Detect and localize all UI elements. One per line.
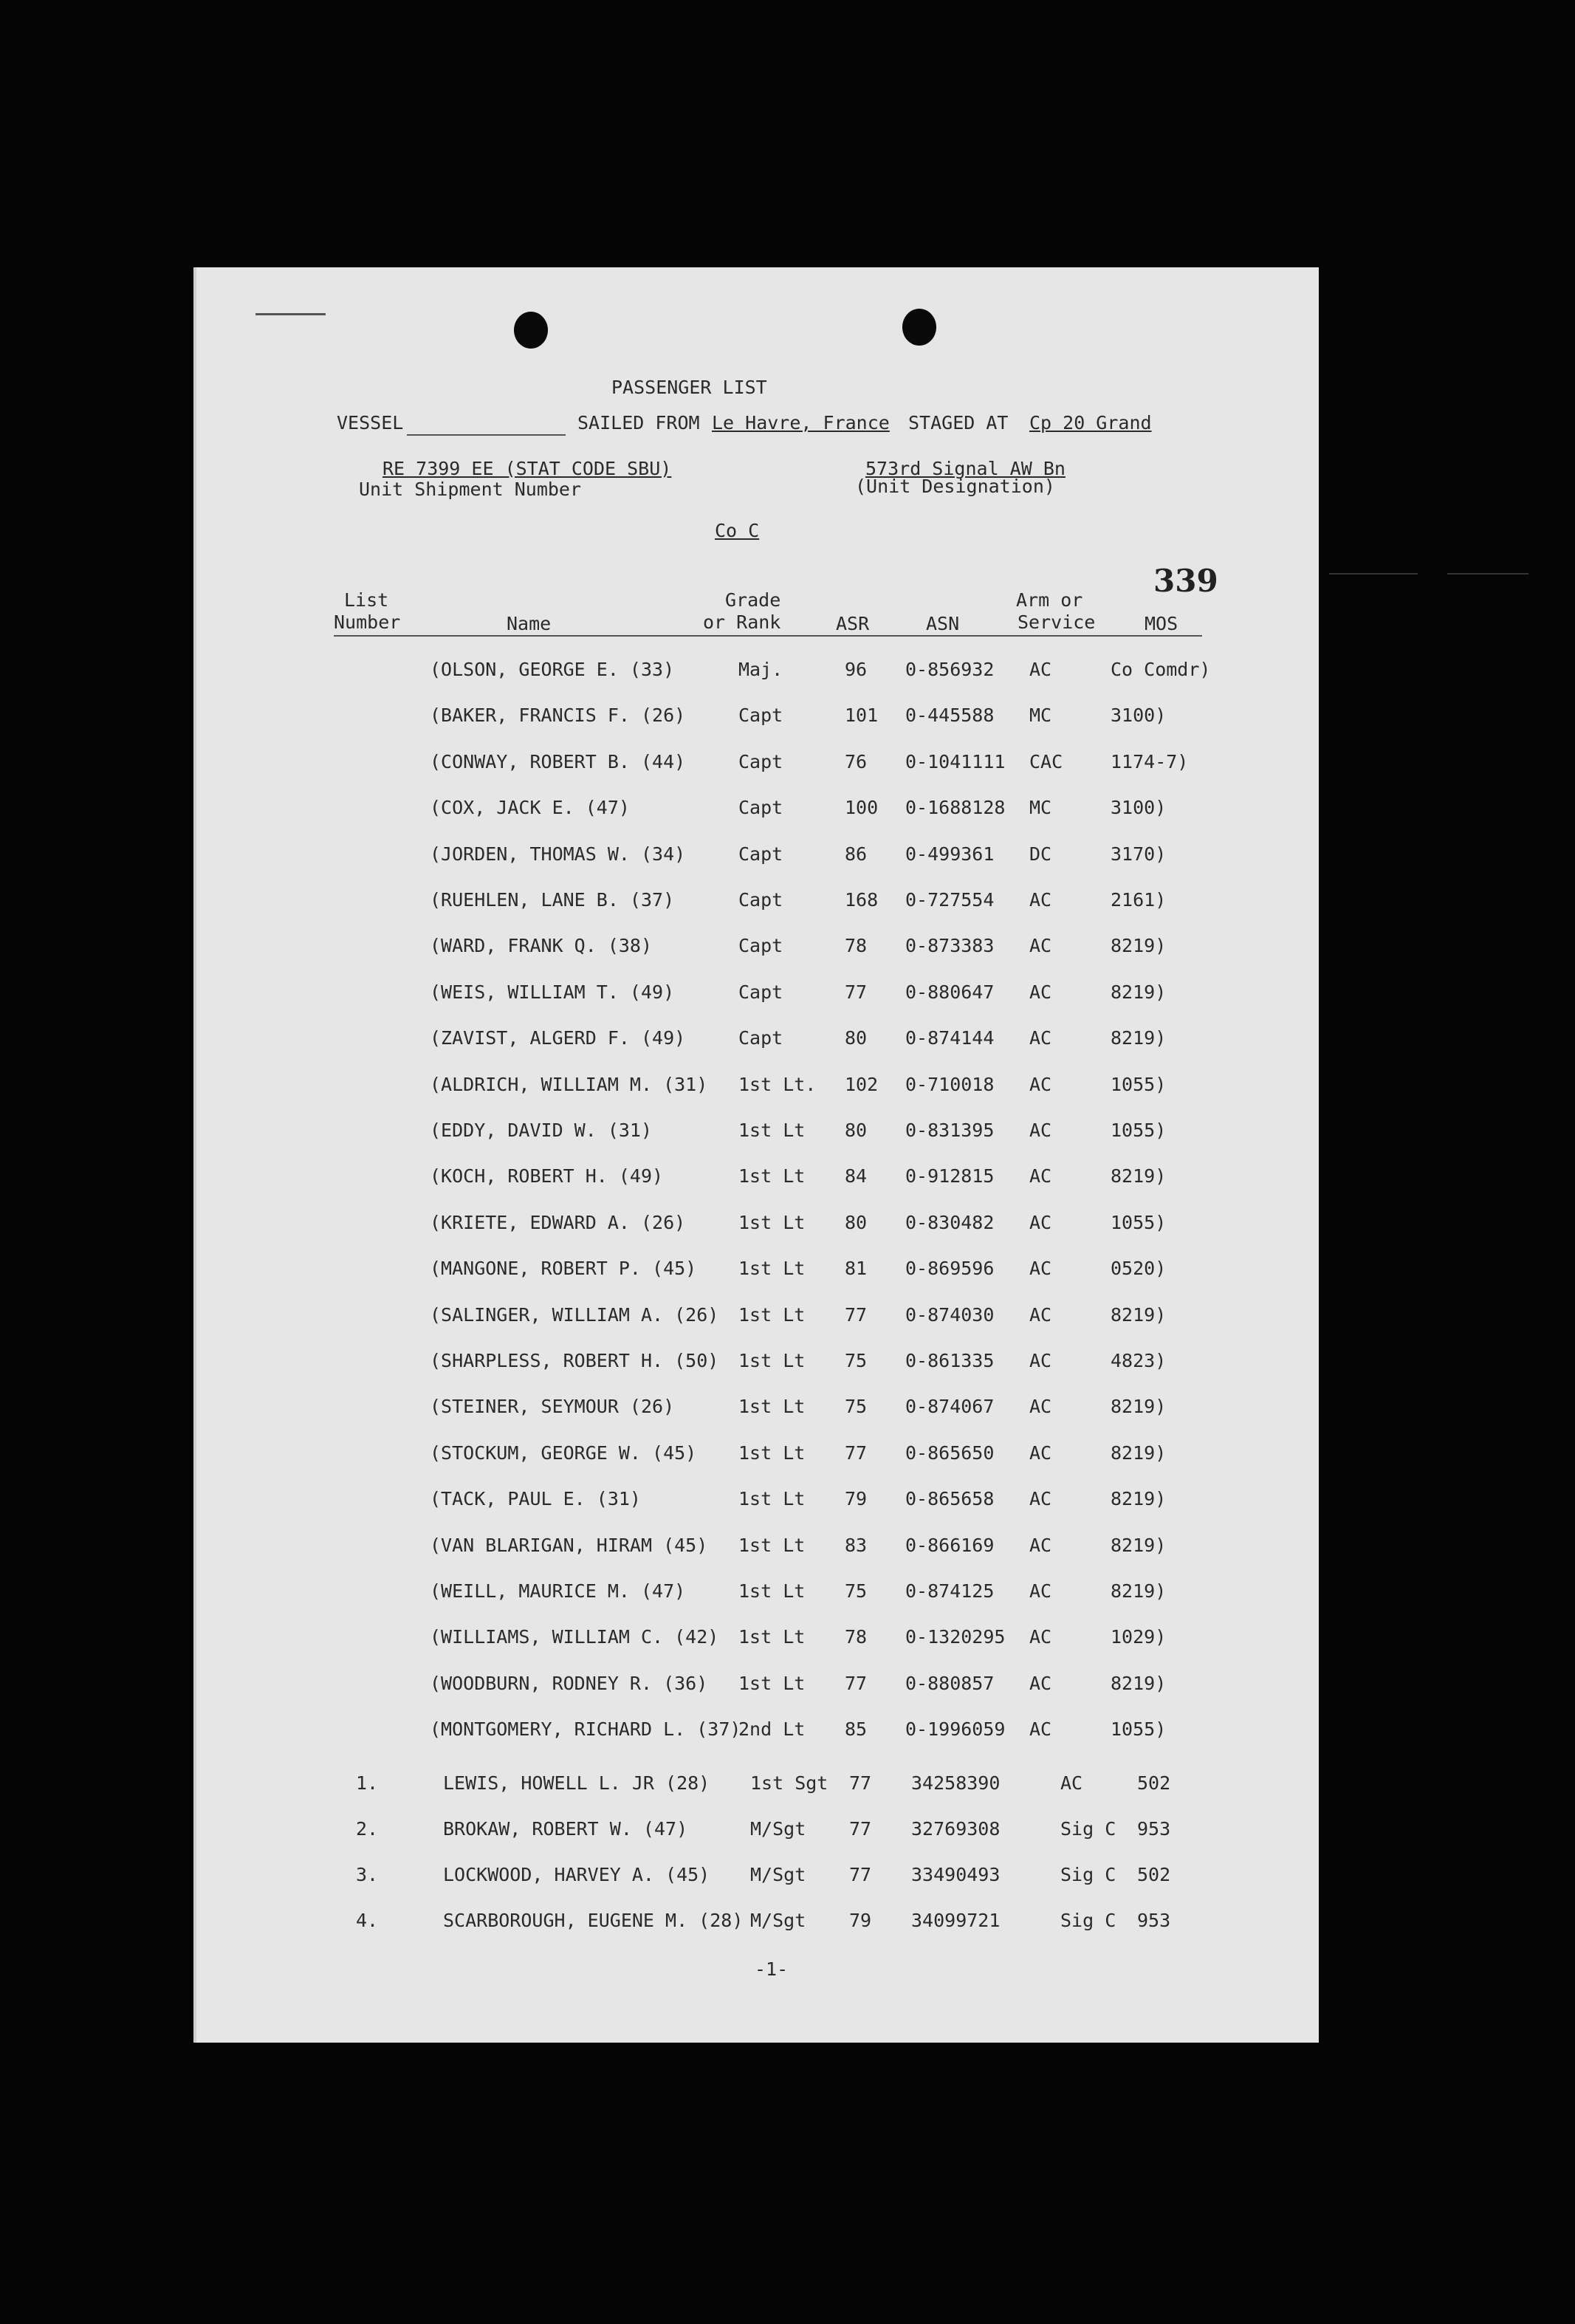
officer-mos: 1055) bbox=[1111, 1120, 1167, 1141]
enlisted-rank: M/Sgt bbox=[750, 1818, 806, 1840]
officer-asr: 78 bbox=[845, 1626, 868, 1648]
enlisted-row bbox=[196, 1818, 1319, 1848]
officer-mos: Co Comdr) bbox=[1111, 659, 1211, 680]
officer-mos: 3170) bbox=[1111, 843, 1167, 865]
officer-name: (WARD, FRANK Q. (38) bbox=[430, 935, 653, 957]
enlisted-number: 4. bbox=[356, 1910, 379, 1931]
officer-row bbox=[196, 659, 1319, 688]
officer-arm: AC bbox=[1029, 1580, 1052, 1602]
officer-mos: 1055) bbox=[1111, 1211, 1167, 1233]
officer-name: (WEILL, MAURICE M. (47) bbox=[430, 1580, 686, 1602]
col-arm-bottom: Service bbox=[1018, 611, 1096, 633]
officer-arm: AC bbox=[1029, 889, 1052, 911]
enlisted-asn: 34258390 bbox=[911, 1772, 1001, 1794]
sailed-from-value: Le Havre, France bbox=[712, 412, 890, 433]
col-list-bottom: Number bbox=[334, 611, 401, 633]
officer-rank: 1st Lt bbox=[738, 1534, 806, 1556]
officer-asn: 0-865658 bbox=[905, 1488, 995, 1510]
officer-row bbox=[196, 1442, 1319, 1472]
officer-asr: 77 bbox=[845, 1442, 868, 1464]
officer-arm: MC bbox=[1029, 705, 1052, 727]
officer-rank: 1st Lt bbox=[738, 1303, 806, 1326]
officer-row bbox=[196, 1488, 1319, 1518]
officer-asn: 0-1996059 bbox=[905, 1718, 1006, 1741]
officer-arm: AC bbox=[1029, 1165, 1052, 1187]
officer-row bbox=[196, 1258, 1319, 1287]
officer-arm: AC bbox=[1029, 1303, 1052, 1326]
officer-asr: 79 bbox=[845, 1488, 868, 1510]
officer-arm: AC bbox=[1029, 1350, 1052, 1371]
officer-rank: Capt bbox=[738, 797, 783, 819]
col-grade-bottom: or Rank bbox=[703, 611, 781, 633]
officer-mos: 0520) bbox=[1111, 1258, 1167, 1280]
officer-asn: 0-1041111 bbox=[905, 750, 1006, 772]
enlisted-asr: 79 bbox=[849, 1910, 872, 1931]
enlisted-arm: Sig C bbox=[1060, 1864, 1116, 1885]
officer-asn: 0-865650 bbox=[905, 1442, 995, 1464]
officer-asn: 0-1320295 bbox=[905, 1626, 1006, 1648]
enlisted-arm: Sig C bbox=[1060, 1910, 1116, 1931]
officer-asn: 0-499361 bbox=[905, 843, 995, 865]
officer-mos: 4823) bbox=[1111, 1350, 1167, 1371]
officer-rank: 1st Lt bbox=[738, 1580, 806, 1602]
page-number: -1- bbox=[755, 1958, 789, 1980]
officer-name: (ZAVIST, ALGERD F. (49) bbox=[430, 1027, 686, 1049]
header-rule bbox=[334, 635, 1202, 637]
officer-rank: 1st Lt bbox=[738, 1396, 806, 1418]
officer-arm: AC bbox=[1029, 1258, 1052, 1280]
officer-asr: 75 bbox=[845, 1580, 868, 1602]
officer-name: (SALINGER, WILLIAM A. (26) bbox=[430, 1303, 719, 1326]
officer-mos: 2161) bbox=[1111, 889, 1167, 911]
officer-name: (KOCH, ROBERT H. (49) bbox=[430, 1165, 664, 1187]
enlisted-number: 2. bbox=[356, 1818, 379, 1840]
enlisted-rank: M/Sgt bbox=[750, 1864, 806, 1885]
officer-row bbox=[196, 981, 1319, 1011]
officer-asr: 75 bbox=[845, 1396, 868, 1418]
officer-row bbox=[196, 705, 1319, 734]
vessel-blank bbox=[407, 434, 566, 436]
officer-mos: 8219) bbox=[1111, 1534, 1167, 1556]
officer-asr: 80 bbox=[845, 1120, 868, 1141]
officer-asn: 0-873383 bbox=[905, 935, 995, 957]
officer-rank: Capt bbox=[738, 1027, 783, 1049]
officer-name: (SHARPLESS, ROBERT H. (50) bbox=[430, 1350, 719, 1371]
vessel-label: VESSEL bbox=[337, 412, 404, 433]
officer-asr: 101 bbox=[845, 705, 879, 727]
officer-rank: 2nd Lt bbox=[738, 1718, 806, 1741]
enlisted-row bbox=[196, 1864, 1319, 1893]
officer-name: (MANGONE, ROBERT P. (45) bbox=[430, 1258, 697, 1280]
officer-asn: 0-831395 bbox=[905, 1120, 995, 1141]
officer-asn: 0-880647 bbox=[905, 981, 995, 1003]
officer-row bbox=[196, 889, 1319, 919]
document-page bbox=[193, 267, 1319, 2043]
col-name: Name bbox=[507, 613, 552, 634]
enlisted-mos: 502 bbox=[1137, 1772, 1171, 1794]
company-heading: Co C bbox=[715, 520, 760, 541]
officer-name: (VAN BLARIGAN, HIRAM (45) bbox=[430, 1534, 708, 1556]
officer-name: (CONWAY, ROBERT B. (44) bbox=[430, 750, 686, 772]
officer-row bbox=[196, 1350, 1319, 1379]
officer-name: (MONTGOMERY, RICHARD L. (37) bbox=[430, 1718, 741, 1741]
officer-rank: 1st Lt. bbox=[738, 1073, 817, 1095]
officer-row bbox=[196, 935, 1319, 964]
enlisted-asn: 33490493 bbox=[911, 1864, 1001, 1885]
officer-rank: 1st Lt bbox=[738, 1211, 806, 1233]
enlisted-name: BROKAW, ROBERT W. (47) bbox=[443, 1818, 688, 1840]
officer-mos: 8219) bbox=[1111, 1165, 1167, 1187]
punch-hole bbox=[902, 309, 936, 346]
enlisted-name: LOCKWOOD, HARVEY A. (45) bbox=[443, 1864, 710, 1885]
officer-arm: MC bbox=[1029, 797, 1052, 819]
officer-asr: 77 bbox=[845, 1672, 868, 1694]
officer-row bbox=[196, 1580, 1319, 1610]
enlisted-arm: Sig C bbox=[1060, 1818, 1116, 1840]
officer-arm: AC bbox=[1029, 1534, 1052, 1556]
officer-rank: 1st Lt bbox=[738, 1672, 806, 1694]
officer-row bbox=[196, 1718, 1319, 1748]
officer-name: (KRIETE, EDWARD A. (26) bbox=[430, 1211, 686, 1233]
officer-name: (STOCKUM, GEORGE W. (45) bbox=[430, 1442, 697, 1464]
enlisted-rank: 1st Sgt bbox=[750, 1772, 828, 1794]
officer-rank: 1st Lt bbox=[738, 1120, 806, 1141]
officer-mos: 1174-7) bbox=[1111, 750, 1189, 772]
officer-asn: 0-861335 bbox=[905, 1350, 995, 1371]
officer-asn: 0-874125 bbox=[905, 1580, 995, 1602]
officer-mos: 8219) bbox=[1111, 1303, 1167, 1326]
officer-rank: Capt bbox=[738, 750, 783, 772]
enlisted-name: LEWIS, HOWELL L. JR (28) bbox=[443, 1772, 710, 1794]
officer-asr: 102 bbox=[845, 1073, 879, 1095]
officer-asr: 84 bbox=[845, 1165, 868, 1187]
officer-name: (JORDEN, THOMAS W. (34) bbox=[430, 843, 686, 865]
enlisted-asr: 77 bbox=[849, 1818, 872, 1840]
officer-name: (STEINER, SEYMOUR (26) bbox=[430, 1396, 675, 1418]
sailed-from-label: SAILED FROM bbox=[577, 412, 700, 433]
officer-asr: 96 bbox=[845, 659, 868, 680]
officer-asr: 77 bbox=[845, 1303, 868, 1326]
enlisted-mos: 953 bbox=[1137, 1818, 1171, 1840]
col-asr: ASR bbox=[836, 613, 870, 634]
officer-name: (ALDRICH, WILLIAM M. (31) bbox=[430, 1073, 708, 1095]
officer-row bbox=[196, 1396, 1319, 1425]
officer-asr: 168 bbox=[845, 889, 879, 911]
officer-row bbox=[196, 1304, 1319, 1334]
officer-mos: 8219) bbox=[1111, 1027, 1167, 1049]
officer-name: (RUEHLEN, LANE B. (37) bbox=[430, 889, 675, 911]
enlisted-rank: M/Sgt bbox=[750, 1910, 806, 1931]
officer-arm: AC bbox=[1029, 1488, 1052, 1510]
officer-arm: DC bbox=[1029, 843, 1052, 865]
staged-at-value: Cp 20 Grand bbox=[1029, 412, 1152, 433]
officer-mos: 8219) bbox=[1111, 1580, 1167, 1602]
col-grade-top: Grade bbox=[725, 589, 781, 611]
officer-rank: 1st Lt bbox=[738, 1488, 806, 1510]
officer-row bbox=[196, 1027, 1319, 1057]
officer-row bbox=[196, 1074, 1319, 1103]
officer-rank: 1st Lt bbox=[738, 1258, 806, 1280]
officer-asr: 83 bbox=[845, 1534, 868, 1556]
officer-mos: 8219) bbox=[1111, 981, 1167, 1003]
officer-row bbox=[196, 1535, 1319, 1564]
officer-asr: 77 bbox=[845, 981, 868, 1003]
enlisted-asn: 32769308 bbox=[911, 1818, 1001, 1840]
officer-row bbox=[196, 1626, 1319, 1656]
scan-edge-mark bbox=[1447, 573, 1528, 575]
officer-asn: 0-710018 bbox=[905, 1073, 995, 1095]
officer-rank: 1st Lt bbox=[738, 1626, 806, 1648]
officer-mos: 1055) bbox=[1111, 1718, 1167, 1741]
enlisted-mos: 953 bbox=[1137, 1910, 1171, 1931]
col-list-top: List bbox=[344, 589, 389, 611]
unit-designation-value: 573rd Signal AW Bn bbox=[865, 458, 1066, 479]
officer-arm: AC bbox=[1029, 1120, 1052, 1141]
officer-asn: 0-912815 bbox=[905, 1165, 995, 1187]
enlisted-asn: 34099721 bbox=[911, 1910, 1001, 1931]
officer-row bbox=[196, 1165, 1319, 1195]
punch-hole bbox=[514, 312, 548, 349]
officer-arm: AC bbox=[1029, 1027, 1052, 1049]
officer-asn: 0-1688128 bbox=[905, 797, 1006, 819]
enlisted-number: 1. bbox=[356, 1772, 379, 1794]
officer-row bbox=[196, 751, 1319, 781]
officer-name: (TACK, PAUL E. (31) bbox=[430, 1488, 641, 1510]
officer-arm: CAC bbox=[1029, 750, 1063, 772]
enlisted-name: SCARBOROUGH, EUGENE M. (28) bbox=[443, 1910, 744, 1931]
officer-asr: 81 bbox=[845, 1258, 868, 1280]
officer-arm: AC bbox=[1029, 659, 1052, 680]
officer-asn: 0-830482 bbox=[905, 1211, 995, 1233]
officer-name: (COX, JACK E. (47) bbox=[430, 797, 630, 819]
officer-arm: AC bbox=[1029, 1718, 1052, 1741]
officer-arm: AC bbox=[1029, 1672, 1052, 1694]
officer-row bbox=[196, 843, 1319, 873]
officer-arm: AC bbox=[1029, 1626, 1052, 1648]
officer-arm: AC bbox=[1029, 935, 1052, 957]
officer-asn: 0-880857 bbox=[905, 1672, 995, 1694]
officer-mos: 8219) bbox=[1111, 1672, 1167, 1694]
col-asn: ASN bbox=[926, 613, 960, 634]
officer-mos: 1055) bbox=[1111, 1073, 1167, 1095]
officer-row bbox=[196, 797, 1319, 826]
officer-rank: Maj. bbox=[738, 659, 783, 680]
officer-name: (EDDY, DAVID W. (31) bbox=[430, 1120, 653, 1141]
officer-arm: AC bbox=[1029, 1396, 1052, 1418]
officer-rank: Capt bbox=[738, 843, 783, 865]
enlisted-asr: 77 bbox=[849, 1772, 872, 1794]
officer-asn: 0-874030 bbox=[905, 1303, 995, 1326]
officer-asr: 75 bbox=[845, 1350, 868, 1371]
enlisted-asr: 77 bbox=[849, 1864, 872, 1885]
officer-rank: 1st Lt bbox=[738, 1442, 806, 1464]
officer-asn: 0-869596 bbox=[905, 1258, 995, 1280]
unit-designation-label: (Unit Designation) bbox=[855, 476, 1055, 497]
officer-row bbox=[196, 1673, 1319, 1702]
officer-name: (WEIS, WILLIAM T. (49) bbox=[430, 981, 675, 1003]
scan-edge-mark bbox=[1329, 573, 1418, 575]
officer-mos: 8219) bbox=[1111, 1442, 1167, 1464]
officer-mos: 8219) bbox=[1111, 1396, 1167, 1418]
officer-asr: 100 bbox=[845, 797, 879, 819]
enlisted-number: 3. bbox=[356, 1864, 379, 1885]
officer-asn: 0-856932 bbox=[905, 659, 995, 680]
officer-name: (OLSON, GEORGE E. (33) bbox=[430, 659, 675, 680]
officer-name: (WOODBURN, RODNEY R. (36) bbox=[430, 1672, 708, 1694]
officer-asr: 80 bbox=[845, 1027, 868, 1049]
staged-at-label: STAGED AT bbox=[908, 412, 1009, 433]
officer-asn: 0-874067 bbox=[905, 1396, 995, 1418]
officer-asr: 78 bbox=[845, 935, 868, 957]
officer-arm: AC bbox=[1029, 1211, 1052, 1233]
enlisted-row bbox=[196, 1772, 1319, 1802]
officer-asn: 0-445588 bbox=[905, 705, 995, 727]
officer-name: (BAKER, FRANCIS F. (26) bbox=[430, 705, 686, 727]
officer-asn: 0-727554 bbox=[905, 889, 995, 911]
shipment-number-value: RE 7399 EE (STAT CODE SBU) bbox=[382, 458, 672, 479]
enlisted-arm: AC bbox=[1060, 1772, 1083, 1794]
officer-name: (WILLIAMS, WILLIAM C. (42) bbox=[430, 1626, 719, 1648]
officer-rank: 1st Lt bbox=[738, 1350, 806, 1371]
officer-asr: 76 bbox=[845, 750, 868, 772]
officer-rank: Capt bbox=[738, 889, 783, 911]
officer-arm: AC bbox=[1029, 1073, 1052, 1095]
stamped-page-number: 339 bbox=[1153, 563, 1218, 599]
officer-mos: 8219) bbox=[1111, 935, 1167, 957]
officer-rank: 1st Lt bbox=[738, 1165, 806, 1187]
officer-asr: 85 bbox=[845, 1718, 868, 1741]
enlisted-row bbox=[196, 1910, 1319, 1939]
officer-mos: 3100) bbox=[1111, 705, 1167, 727]
officer-row bbox=[196, 1212, 1319, 1241]
officer-rank: Capt bbox=[738, 935, 783, 957]
enlisted-mos: 502 bbox=[1137, 1864, 1171, 1885]
officer-arm: AC bbox=[1029, 981, 1052, 1003]
officer-asr: 86 bbox=[845, 843, 868, 865]
officer-asr: 80 bbox=[845, 1211, 868, 1233]
officer-asn: 0-866169 bbox=[905, 1534, 995, 1556]
officer-mos: 3100) bbox=[1111, 797, 1167, 819]
edge-mark bbox=[255, 313, 326, 315]
officer-rank: Capt bbox=[738, 705, 783, 727]
officer-asn: 0-874144 bbox=[905, 1027, 995, 1049]
shipment-number-label: Unit Shipment Number bbox=[359, 479, 582, 500]
officer-mos: 8219) bbox=[1111, 1488, 1167, 1510]
officer-row bbox=[196, 1120, 1319, 1149]
page-title: PASSENGER LIST bbox=[611, 377, 767, 398]
officer-rank: Capt bbox=[738, 981, 783, 1003]
col-arm-top: Arm or bbox=[1016, 589, 1083, 611]
officer-arm: AC bbox=[1029, 1442, 1052, 1464]
officer-mos: 1029) bbox=[1111, 1626, 1167, 1648]
col-mos: MOS bbox=[1145, 613, 1178, 634]
